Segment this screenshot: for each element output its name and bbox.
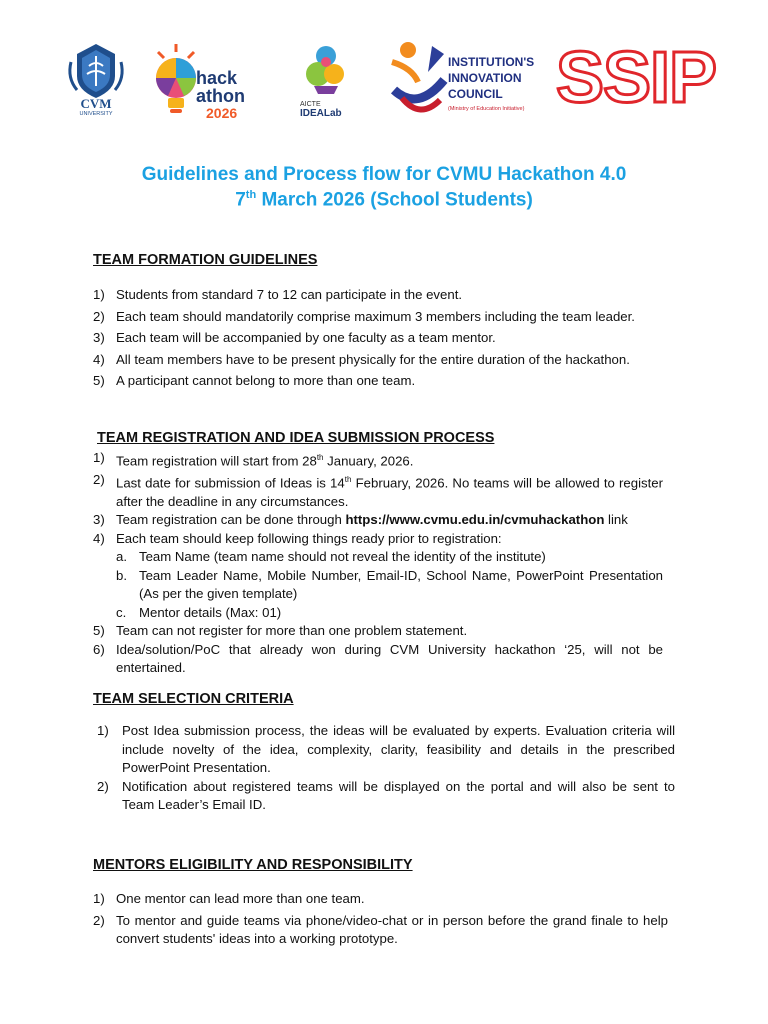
list-item: 1) Students from standard 7 to 12 can participate in the event. [93, 287, 463, 302]
hackathon-2026-logo [148, 40, 260, 122]
mentors-heading: MENTORS ELIGIBILITY AND RESPONSIBILITY [93, 857, 413, 873]
mentors-list [93, 890, 668, 949]
list-item: 4) All team members have to be present physically for the entire duration of the hackathon. [93, 351, 630, 367]
iic-logo-note: (Ministry of Education Initiative) [448, 106, 525, 112]
cvm-university-logo [65, 40, 127, 116]
aicte-idealab-logo [296, 40, 360, 116]
title-date-rest: March 2026 (School Students) [256, 189, 533, 211]
document-title [0, 164, 768, 211]
list-item: 3) Team registration can be done through https://www.cvmu.edu.in/cvmuhackathon link [93, 512, 628, 528]
hackathon-logo-year: 2026 [206, 105, 238, 121]
sub-list-item: c. Mentor details (Max: 01) [116, 604, 282, 620]
iic-logo [388, 40, 548, 120]
logo-row [60, 40, 720, 120]
title-line-1: Guidelines and Process flow for CVMU Hackathon 4.0 [141, 164, 627, 185]
list-item: 5) A participant cannot belong to more than one team. [93, 373, 416, 388]
list-item: 4) Each team should keep following things ready prior to registration: a. Team Name (team name should not reveal the identity of the institute) b. Team Leader Name, Mobile Number, Email-ID, School Name, PowerPoint Presentation (As per the given template) c. Mentor details (Max: 01) [93, 530, 663, 623]
selection-heading: TEAM SELECTION CRITERIA [93, 691, 294, 707]
sub-list-item: a. Team Name (team name should not reveal the identity of the institute) [116, 549, 546, 565]
hackathon-logo-hack: hack [196, 68, 238, 88]
ssip-logo-text: SSIP [556, 40, 717, 112]
team-formation-heading: TEAM FORMATION GUIDELINES [93, 252, 318, 268]
list-item: 1) Team registration will start from 28th January, 2026. [93, 450, 414, 469]
title-day: 7 [235, 189, 246, 211]
list-item: 2) To mentor and guide teams via phone/video-chat or in person before the grand finale to help convert students' ideas into a working prototype. [93, 912, 668, 946]
cvm-logo-subtext: UNIVERSITY [79, 111, 113, 116]
team-formation-list [93, 286, 658, 391]
selection-list [97, 722, 675, 815]
title-line-2 [0, 189, 768, 211]
idealab-logo-small: AICTE [300, 101, 321, 108]
list-item: 2) Notification about registered teams will be displayed on the portal and will also be sent to Team Leader’s Email ID. [97, 778, 675, 812]
list-item: 5) Team can not register for more than one problem statement. [93, 623, 468, 639]
iic-logo-line1: INSTITUTION'S [448, 55, 535, 69]
cvm-logo-text: CVM [80, 96, 112, 111]
registration-sublist [116, 548, 663, 622]
iic-logo-line2: INNOVATION [448, 71, 522, 85]
idealab-logo-name: IDEALab [300, 108, 342, 116]
list-item: 1) One mentor can lead more than one team. [93, 891, 365, 906]
title-day-suffix: th [245, 189, 257, 201]
sub-list-item: b. Team Leader Name, Mobile Number, Email-ID, School Name, PowerPoint Presentation (As per the given template) [116, 567, 663, 602]
list-item: 2) Each team should mandatorily comprise maximum 3 members including the team leader. [93, 308, 635, 324]
registration-list [93, 449, 663, 678]
hackathon-logo-athon: athon [196, 86, 245, 106]
list-item: 3) Each team will be accompanied by one faculty as a team mentor. [93, 330, 496, 345]
ssip-logo [556, 40, 720, 112]
registration-link[interactable]: https://www.cvmu.edu.in/cvmuhackathon [345, 512, 605, 528]
list-item: 1) Post Idea submission process, the ideas will be evaluated by experts. Evaluation criteria will include novelty of the idea, complexity, clarity, feasibility and details in the prescribed PowerPoint Presentation. [97, 723, 675, 775]
list-item: 6) Idea/solution/PoC that already won during CVM University hackathon ‘25, will not be entertained. [93, 641, 663, 676]
registration-heading: TEAM REGISTRATION AND IDEA SUBMISSION PROCESS [97, 430, 495, 446]
iic-logo-line3: COUNCIL [448, 87, 503, 101]
list-item: 2) Last date for submission of Ideas is 14th February, 2026. No teams will be allowed to register after the deadline in any circumstances. [93, 471, 664, 509]
